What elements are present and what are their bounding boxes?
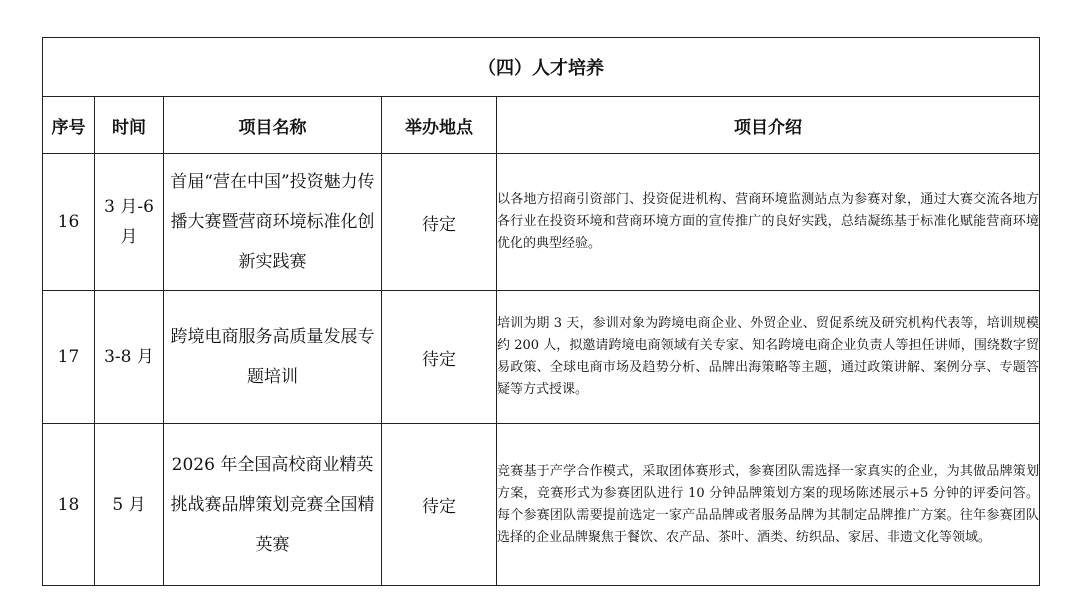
talent-training-table [42,37,1040,586]
row-place: 待定 [382,424,497,586]
header-time: 时间 [95,97,164,154]
row-name: 2026 年全国高校商业精英挑战赛品牌策划竞赛全国精英赛 [164,424,382,586]
row-index: 16 [43,154,95,291]
row-intro: 培训为期 3 天，参训对象为跨境电商企业、外贸企业、贸促系统及研究机构代表等，培训规模约 200 人，拟邀请跨境电商领域有关专家、知名跨境电商企业负责人等担任讲师，围绕数字贸易政策、全球电商市场及趋势分析、品牌出海策略等主题，通过政策讲解、案例分享、专题答疑等方式授课。 [497,291,1040,424]
row-time: 5 月 [95,424,164,586]
header-name: 项目名称 [164,97,382,154]
header-index: 序号 [43,97,95,154]
header-row [43,97,1040,154]
section-title: （四）人才培养 [43,38,1040,97]
row-place: 待定 [382,154,497,291]
row-index: 18 [43,424,95,586]
header-place: 举办地点 [382,97,497,154]
table-row [43,424,1040,586]
row-place: 待定 [382,291,497,424]
row-name: 跨境电商服务高质量发展专题培训 [164,291,382,424]
row-intro: 以各地方招商引资部门、投资促进机构、营商环境监测站点为参赛对象，通过大赛交流各地方各行业在投资环境和营商环境方面的宣传推广的良好实践，总结凝练基于标准化赋能营商环境优化的典型经验。 [497,154,1040,291]
table-row [43,291,1040,424]
header-intro: 项目介绍 [497,97,1040,154]
row-index: 17 [43,291,95,424]
row-time: 3-8 月 [95,291,164,424]
table-row [43,154,1040,291]
row-intro: 竞赛基于产学合作模式，采取团体赛形式，参赛团队需选择一家真实的企业，为其做品牌策划方案，竞赛形式为参赛团队进行 10 分钟品牌策划方案的现场陈述展示+5 分钟的评委问答。每个参赛团队需要提前选定一家产品品牌或者服务品牌为其制定品牌推广方案。往年参赛团队选择的企业品牌聚焦于餐饮、农产品、茶叶、酒类、纺织品、家居、非遗文化等领域。 [497,424,1040,586]
row-name: 首届“营在中国”投资魅力传播大赛暨营商环境标准化创新实践赛 [164,154,382,291]
row-time: 3 月-6 月 [95,154,164,291]
